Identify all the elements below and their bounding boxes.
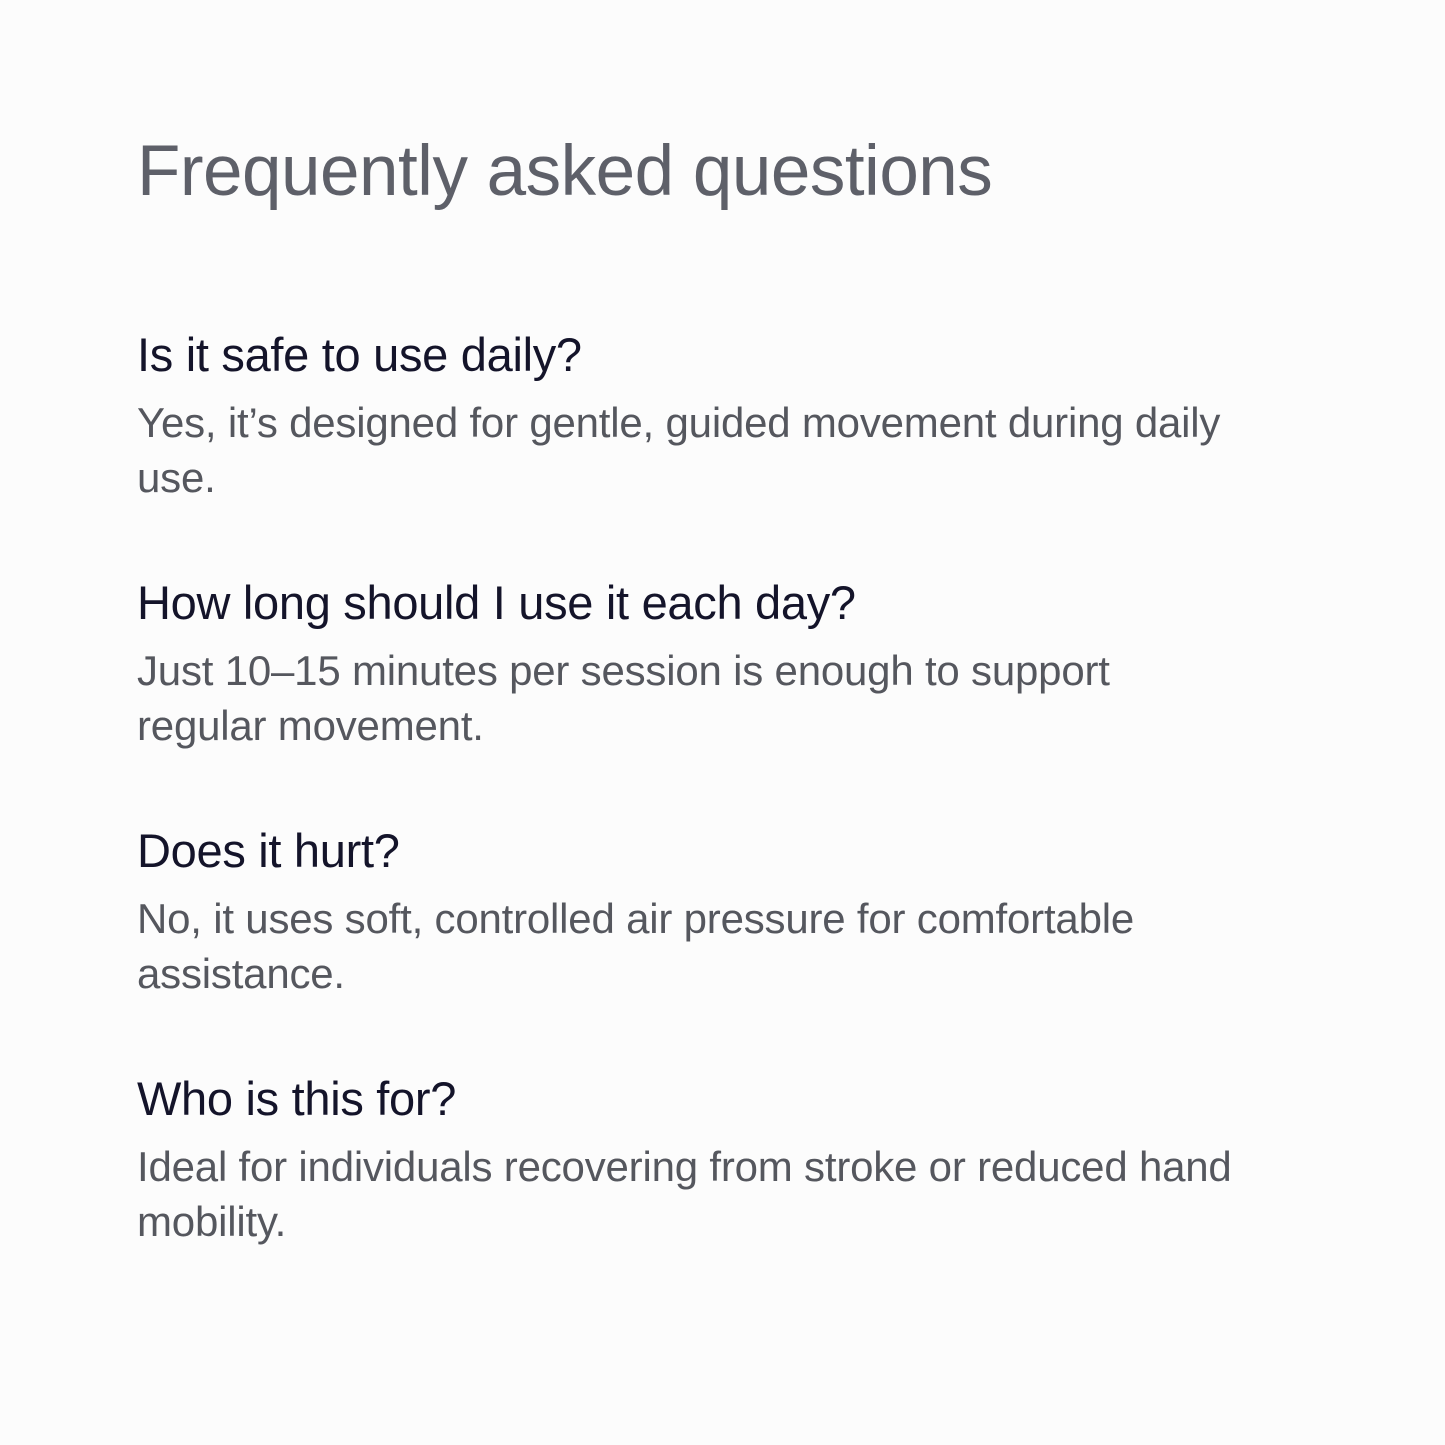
faq-answer: Just 10–15 minutes per session is enough to support regular movement. (137, 647, 1110, 749)
faq-question: Does it hurt? (137, 824, 400, 877)
page-title: Frequently asked questions (137, 132, 993, 211)
faq-item-safe-daily (137, 325, 1247, 505)
faq-item-does-it-hurt (137, 821, 1247, 1001)
faq-list (137, 325, 1247, 1249)
faq-question: Who is this for? (137, 1072, 457, 1125)
faq-item-who-for (137, 1069, 1247, 1249)
faq-item-how-long (137, 573, 1247, 753)
faq-question: How long should I use it each day? (137, 576, 856, 629)
faq-answer: No, it uses soft, controlled air pressure for comfortable assistance. (137, 895, 1135, 997)
faq-question: Is it safe to use daily? (137, 328, 582, 381)
faq-answer: Ideal for individuals recovering from stroke or reduced hand mobility. (137, 1143, 1232, 1245)
faq-answer: Yes, it’s designed for gentle, guided movement during daily use. (137, 399, 1221, 501)
